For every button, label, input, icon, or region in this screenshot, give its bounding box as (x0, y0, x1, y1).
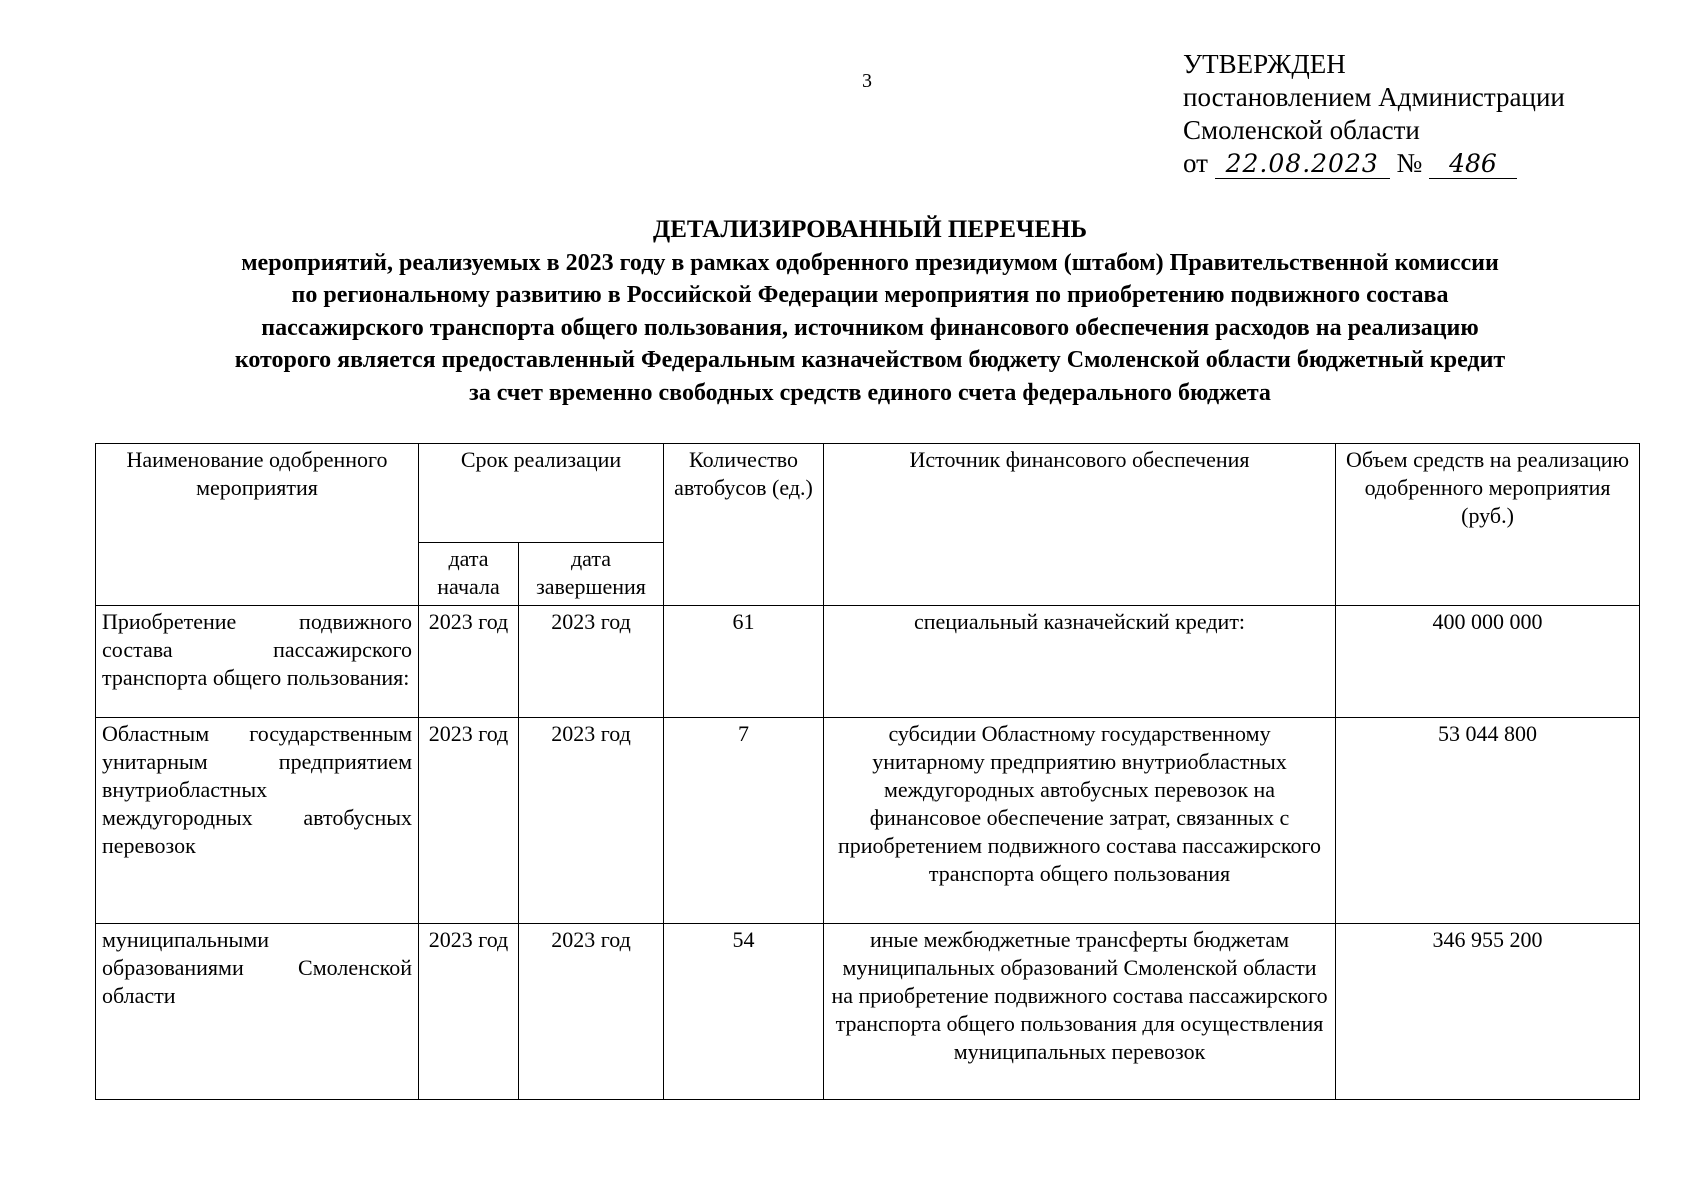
header-amount: Объем средств на реализацию одобренного мероприятия (руб.) (1336, 444, 1640, 606)
header-start-date: дата начала (419, 543, 519, 606)
title-line: по региональному развитию в Российской Федерации мероприятия по приобретению подвижного состава (291, 282, 1449, 308)
table-header-row (96, 444, 1640, 543)
cell-name: муниципальными образованиями Смоленской области (96, 924, 419, 1100)
number-sign: № (1396, 148, 1423, 178)
measures-table (95, 443, 1640, 1100)
table-row (96, 924, 1640, 1100)
cell-start: 2023 год (419, 606, 519, 718)
approval-region-line: Смоленской области (1183, 115, 1420, 145)
page-number: 3 (862, 70, 872, 92)
table-row (96, 606, 1640, 718)
table-row (96, 718, 1640, 924)
cell-buses: 7 (664, 718, 824, 924)
date-prefix: от (1183, 148, 1208, 178)
cell-buses: 61 (664, 606, 824, 718)
header-name: Наименование одобренного мероприятия (96, 444, 419, 606)
header-buses: Количество автобусов (ед.) (664, 444, 824, 606)
title-line: которого является предоставленный Федеральным казначейством бюджету Смоленской области бюджетный кредит (234, 347, 1506, 373)
cell-end: 2023 год (519, 606, 664, 718)
title-heading: ДЕТАЛИЗИРОВАННЫЙ ПЕРЕЧЕНЬ (653, 216, 1087, 243)
handwritten-number: 486 (1429, 150, 1517, 179)
cell-buses: 54 (664, 924, 824, 1100)
approval-date-number-line (1183, 147, 1565, 180)
cell-amount: 53 044 800 (1336, 718, 1640, 924)
approval-stamp-block (1183, 48, 1565, 180)
cell-amount: 346 955 200 (1336, 924, 1640, 1100)
header-period: Срок реализации (419, 444, 664, 543)
header-end-date: дата завершения (519, 543, 664, 606)
title-line: мероприятий, реализуемых в 2023 году в рамках одобренного президиумом (штабом) Правительственной комиссии (241, 249, 1499, 276)
cell-source: субсидии Областному государственному унитарному предприятию внутриобластных междугородных автобусных перевозок на финансовое обеспечение затрат, связанных с приобретением подвижного состава пассажирского транспорта общего пользования (824, 718, 1336, 924)
handwritten-date: 22.08.2023 (1215, 150, 1390, 179)
cell-start: 2023 год (419, 924, 519, 1100)
cell-start: 2023 год (419, 718, 519, 924)
cell-name: Приобретение подвижного состава пассажирского транспорта общего пользования: (96, 606, 419, 718)
cell-end: 2023 год (519, 924, 664, 1100)
cell-end: 2023 год (519, 718, 664, 924)
cell-source: специальный казначейский кредит: (824, 606, 1336, 718)
approval-heading: УТВЕРЖДЕН (1183, 49, 1346, 79)
cell-amount: 400 000 000 (1336, 606, 1640, 718)
header-source: Источник финансового обеспечения (824, 444, 1336, 606)
title-line: пассажирского транспорта общего пользования, источником финансового обеспечения расходов на реализацию (261, 314, 1479, 341)
cell-name: Областным государственным унитарным предприятием внутриобластных междугородных автобусных перевозок (96, 718, 419, 924)
cell-source: иные межбюджетные трансферты бюджетам муниципальных образований Смоленской области на приобретение подвижного состава пассажирского транспорта общего пользования для осуществления муниципальных перевозок (824, 924, 1336, 1100)
approval-issuer-line: постановлением Администрации (1183, 82, 1565, 112)
title-line: за счет временно свободных средств единого счета федерального бюджета (469, 379, 1271, 406)
document-title (90, 214, 1650, 409)
